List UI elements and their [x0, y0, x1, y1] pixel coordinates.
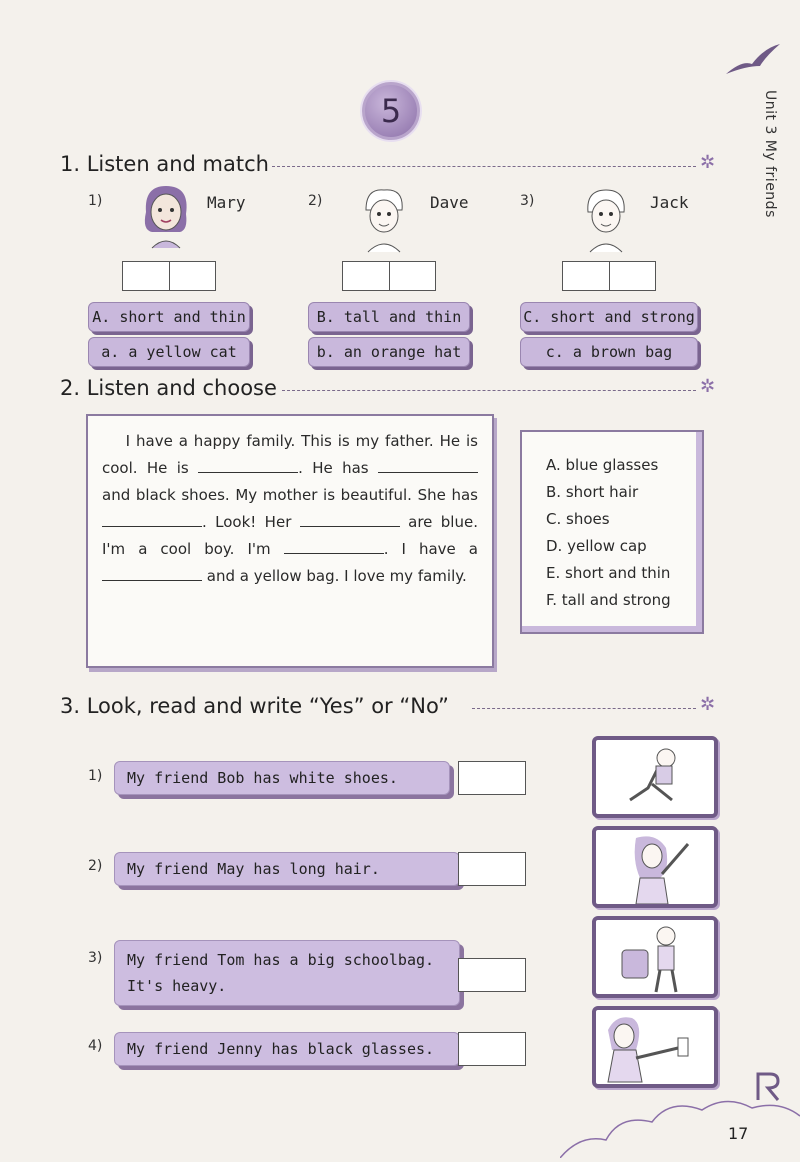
- passage-card: [86, 414, 494, 668]
- option-item: D. yellow cap: [546, 537, 647, 555]
- lesson-number-badge: 5: [362, 82, 420, 140]
- star-icon: ✲: [700, 376, 716, 397]
- picture-frame: [592, 916, 718, 998]
- option-item: F. tall and strong: [546, 591, 671, 609]
- yes-no-box[interactable]: [458, 852, 526, 886]
- girl-with-drink-icon: [596, 1010, 714, 1084]
- options-card: [520, 430, 704, 634]
- section2-dotted-rule: [282, 390, 696, 391]
- item-number: 1): [88, 768, 103, 784]
- item-pill: b. an orange hat: [308, 337, 470, 367]
- person-name: Dave: [430, 193, 469, 212]
- boy-portrait-icon: [356, 184, 412, 254]
- star-icon: ✲: [700, 694, 716, 715]
- answer-box[interactable]: [342, 261, 436, 291]
- picture-frame: [592, 736, 718, 818]
- section3-title: 3. Look, read and write “Yes” or “No”: [60, 694, 449, 718]
- section3-dotted-rule: [472, 708, 696, 709]
- item-number: 4): [88, 1038, 103, 1054]
- description-pill: B. tall and thin: [308, 302, 470, 332]
- boy-portrait-icon: [578, 184, 634, 254]
- fill-blank[interactable]: [300, 512, 400, 527]
- item-pill: c. a brown bag: [520, 337, 698, 367]
- fill-blank[interactable]: [198, 458, 298, 473]
- item-number: 2): [88, 858, 103, 874]
- section1-dotted-rule: [272, 166, 696, 167]
- person-name: Mary: [207, 193, 246, 212]
- item-number: 1): [88, 193, 103, 209]
- statement-bar: [114, 1032, 460, 1066]
- star-icon: ✲: [700, 152, 716, 173]
- fill-blank[interactable]: [284, 539, 384, 554]
- boy-sitting-icon: [596, 740, 714, 814]
- item-number: 2): [308, 193, 323, 209]
- page-number: 17: [728, 1124, 749, 1143]
- person-name: Jack: [650, 193, 689, 212]
- answer-box[interactable]: [562, 261, 656, 291]
- publisher-logo-icon: [752, 1070, 782, 1102]
- item-number: 3): [520, 193, 535, 209]
- option-item: E. short and thin: [546, 564, 671, 582]
- option-item: B. short hair: [546, 483, 639, 501]
- picture-frame: [592, 826, 718, 908]
- girl-waving-icon: [596, 830, 714, 904]
- girl-portrait-icon: [136, 182, 196, 252]
- yes-no-box[interactable]: [458, 761, 526, 795]
- statement-text: My friend Bob has white shoes.: [127, 769, 398, 787]
- fill-blank[interactable]: [102, 512, 202, 527]
- option-item: A. blue glasses: [546, 456, 659, 474]
- description-pill: A. short and thin: [88, 302, 250, 332]
- yes-no-box[interactable]: [458, 958, 526, 992]
- statement-text-line2: It's heavy.: [127, 977, 227, 995]
- option-item: C. shoes: [546, 510, 610, 528]
- description-pill: C. short and strong: [520, 302, 698, 332]
- boy-with-schoolbag-icon: [596, 920, 714, 994]
- fill-blank[interactable]: [378, 458, 478, 473]
- statement-text: My friend May has long hair.: [127, 860, 380, 878]
- passage-text: I have a happy family. This is my father. He is cool. He is . He has and black shoes. My mother is beautiful. She has . Look! Her are blue. I'm a cool boy. I'm . I have a and a yellow bag. I love my family.: [102, 432, 479, 585]
- unit-side-label: Unit 3 My friends: [762, 90, 778, 218]
- section1-title: 1. Listen and match: [60, 152, 269, 176]
- item-pill: a. a yellow cat: [88, 337, 250, 367]
- statement-bar: [114, 940, 460, 1006]
- statement-bar: [114, 761, 450, 795]
- statement-text: My friend Jenny has black glasses.: [127, 1040, 435, 1058]
- yes-no-box[interactable]: [458, 1032, 526, 1066]
- picture-frame: [592, 1006, 718, 1088]
- item-number: 3): [88, 950, 103, 966]
- statement-bar: [114, 852, 460, 886]
- bird-icon: [722, 40, 782, 80]
- section2-title: 2. Listen and choose: [60, 376, 277, 400]
- answer-box[interactable]: [122, 261, 216, 291]
- statement-text: My friend Tom has a big schoolbag.: [127, 951, 435, 969]
- fill-blank[interactable]: [102, 566, 202, 581]
